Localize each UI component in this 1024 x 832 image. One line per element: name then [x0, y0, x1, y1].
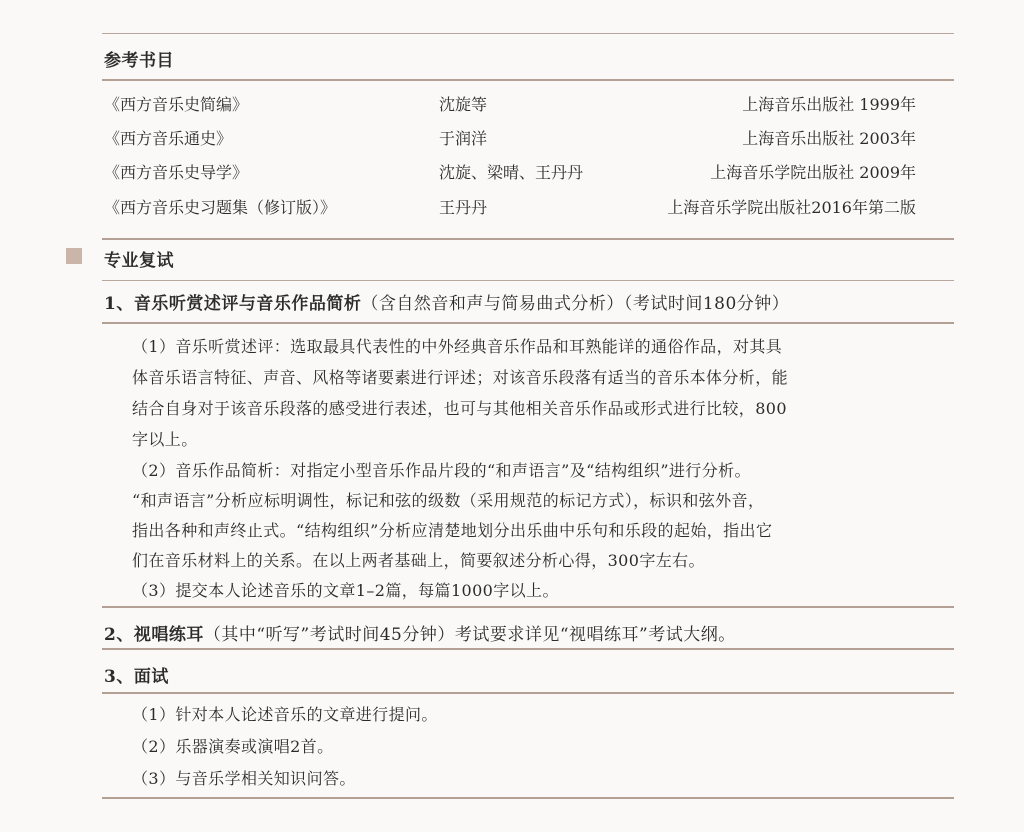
book-title: 《西方音乐通史》 — [104, 129, 233, 148]
item3-rule — [102, 692, 954, 694]
body-line: （1）音乐听赏述评：选取最具代表性的中外经典音乐作品和耳熟能详的通俗作品，对其具 — [132, 337, 783, 356]
body-line: （1）针对本人论述音乐的文章进行提问。 — [132, 705, 438, 724]
book-author: 沈旋、梁晴、王丹丹 — [439, 163, 584, 182]
body-line: （3）与音乐学相关知识问答。 — [132, 769, 356, 788]
book-title: 《西方音乐史导学》 — [104, 163, 249, 182]
body-line: 们在音乐材料上的关系。在以上两者基础上，简要叙述分析心得，300字左右。 — [132, 551, 705, 570]
item1-bottom-rule — [102, 606, 954, 608]
book-author: 于润洋 — [439, 129, 488, 148]
book-author: 王丹丹 — [439, 198, 488, 217]
section-heading-rule — [102, 280, 954, 281]
refs-heading-rule — [102, 79, 954, 81]
body-line: （2）乐器演奏或演唱2首。 — [132, 737, 334, 756]
item1-heading — [104, 289, 789, 314]
bottom-rule — [102, 797, 954, 799]
item2-heading — [104, 620, 736, 645]
item1-title: 1、音乐听赏述评与音乐作品简析 — [104, 294, 362, 314]
body-line: （2）音乐作品简析：对指定小型音乐作品片段的“和声语言”及“结构组织”进行分析。 — [132, 461, 751, 480]
body-line: 结合自身对于该音乐段落的感受进行表述，也可与其他相关音乐作品或形式进行比较，800 — [132, 399, 787, 418]
refs-heading: 参考书目 — [104, 51, 174, 71]
book-publisher: 上海音乐出版社 2003年 — [742, 129, 916, 148]
body-line: （3）提交本人论述音乐的文章1–2篇，每篇1000字以上。 — [132, 581, 559, 600]
book-publisher: 上海音乐学院出版社2016年第二版 — [667, 198, 916, 217]
body-line: 体音乐语言特征、声音、风格等诸要素进行评述；对该音乐段落有适当的音乐本体分析，能 — [132, 368, 789, 387]
section-marker — [66, 248, 82, 264]
item2-title: 2、视唱练耳 — [104, 625, 204, 645]
item2-rule — [102, 648, 954, 650]
body-line: 字以上。 — [132, 430, 198, 449]
section-heading: 专业复试 — [104, 251, 174, 271]
book-publisher: 上海音乐出版社 1999年 — [742, 95, 916, 114]
item1-note: （含自然音和声与简易曲式分析）（考试时间180分钟） — [361, 294, 790, 314]
refs-bottom-rule — [102, 238, 954, 240]
body-line: 指出各种和声终止式。“结构组织”分析应清楚地划分出乐曲中乐句和乐段的起始，指出它 — [132, 521, 773, 540]
item2-note: （其中“听写”考试时间45分钟）考试要求详见“视唱练耳”考试大纲。 — [203, 625, 736, 645]
book-title: 《西方音乐史习题集（修订版）》 — [104, 198, 337, 217]
item3-heading: 3、面试 — [104, 667, 169, 687]
book-publisher: 上海音乐学院出版社 2009年 — [710, 163, 916, 182]
top-rule — [102, 33, 954, 34]
item1-rule — [102, 322, 954, 324]
book-title: 《西方音乐史简编》 — [104, 95, 249, 114]
book-author: 沈旋等 — [439, 95, 488, 114]
body-line: “和声语言”分析应标明调性，标记和弦的级数（采用规范的标记方式），标识和弦外音， — [132, 491, 765, 510]
